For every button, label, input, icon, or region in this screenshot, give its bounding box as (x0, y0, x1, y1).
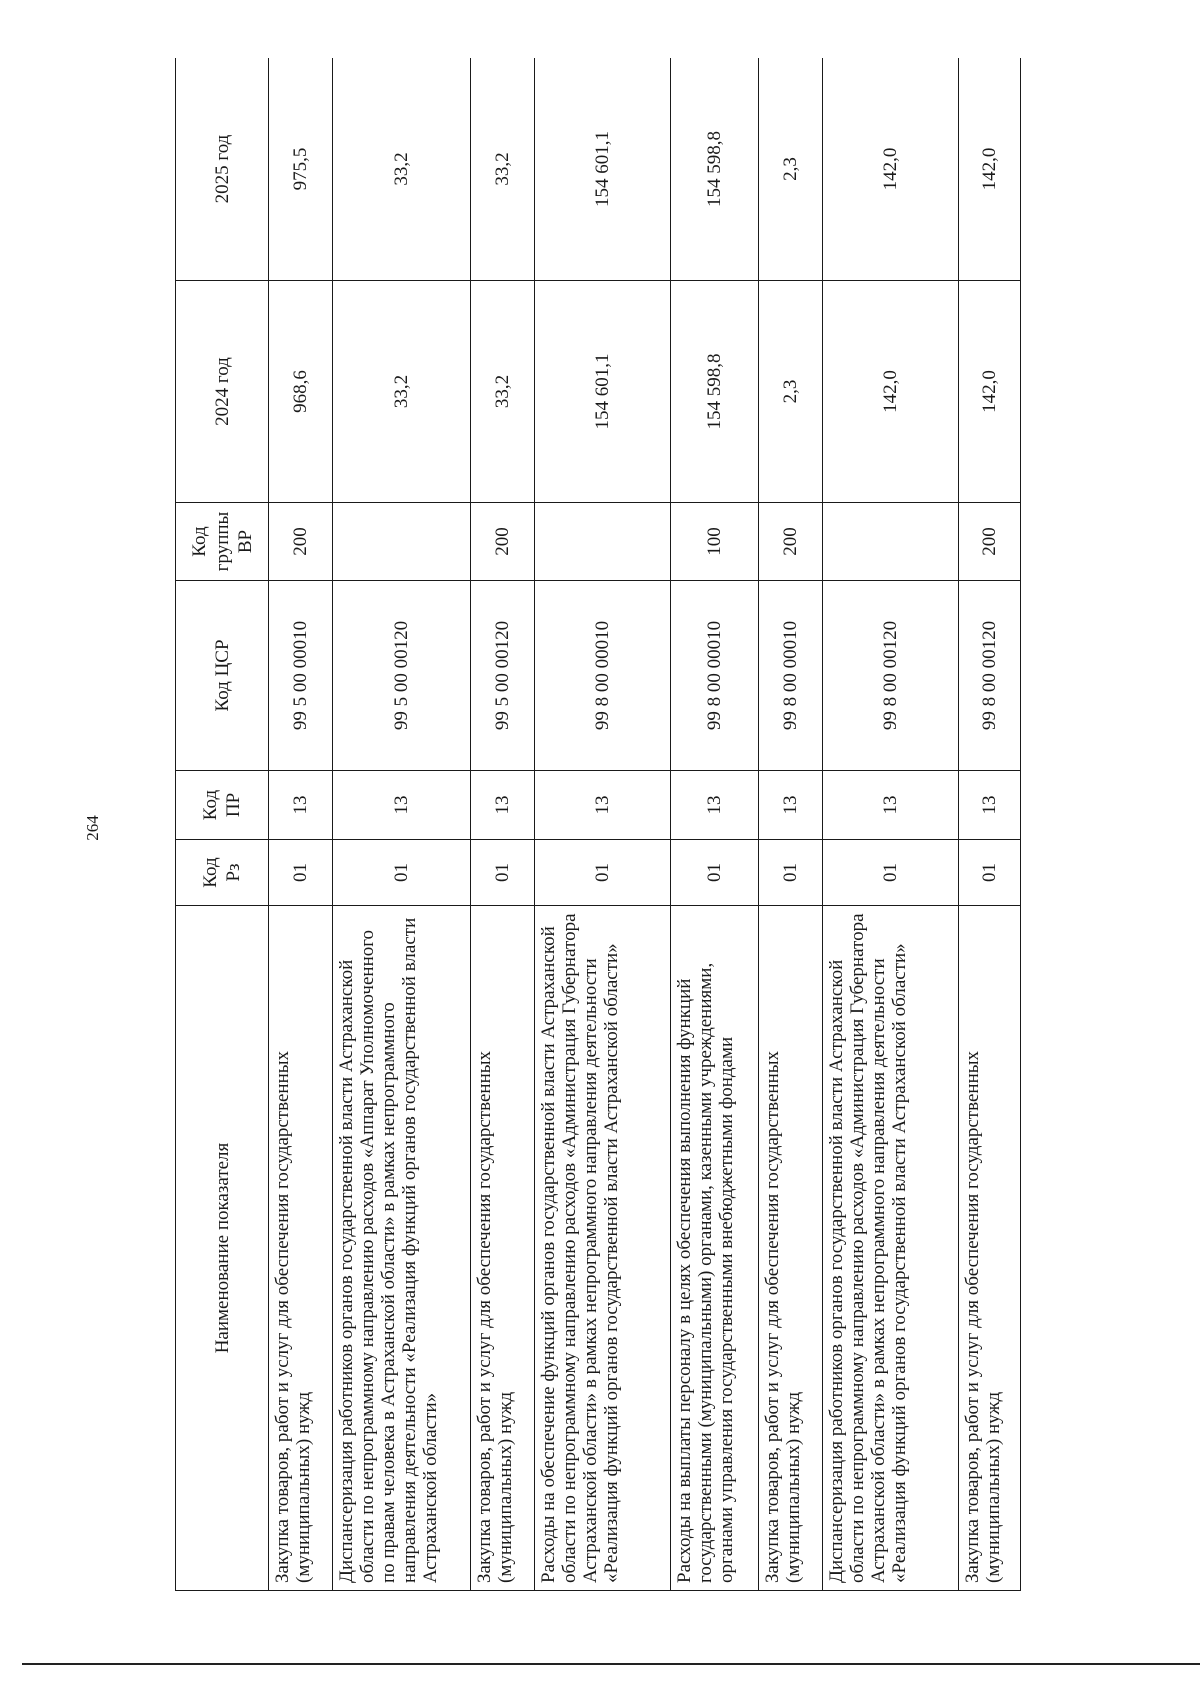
cell-name: Закупка товаров, работ и услуг для обеспечения государственных (муниципальных) нужд (269, 906, 333, 1591)
cell-rz: 01 (671, 840, 759, 906)
cell-rz: 01 (535, 840, 671, 906)
table-row (471, 58, 535, 1591)
header-name: Наименование показателя (176, 906, 269, 1591)
cell-2024: 33,2 (333, 281, 471, 503)
cell-2025: 33,2 (471, 58, 535, 281)
cell-pr: 13 (333, 771, 471, 840)
cell-2024: 154 598,8 (671, 281, 759, 503)
table-row (269, 58, 333, 1591)
cell-2025: 975,5 (269, 58, 333, 281)
cell-vr: 200 (759, 503, 823, 581)
cell-vr (333, 503, 471, 581)
table-row (759, 58, 823, 1591)
cell-name: Закупка товаров, работ и услуг для обеспечения государственных (муниципальных) нужд (759, 906, 823, 1591)
table-row (535, 58, 671, 1591)
cell-rz: 01 (823, 840, 959, 906)
cell-vr (535, 503, 671, 581)
cell-csr: 99 5 00 00010 (269, 581, 333, 771)
cell-rz: 01 (333, 840, 471, 906)
cell-name: Диспансеризация работников органов государственной власти Астраханской области по непрограммному направлению расходов «Аппарат Уполномоченного по правам человека в Астраханской области» в рамках непрограммного направления деятельности «Реализация функций органов государственной власти Астраханской области» (333, 906, 471, 1591)
cell-rz: 01 (759, 840, 823, 906)
cell-2024: 968,6 (269, 281, 333, 503)
cell-csr: 99 8 00 00120 (823, 581, 959, 771)
cell-vr: 200 (269, 503, 333, 581)
cell-2025: 33,2 (333, 58, 471, 281)
cell-2024: 142,0 (823, 281, 959, 503)
cell-2024: 154 601,1 (535, 281, 671, 503)
cell-pr: 13 (671, 771, 759, 840)
cell-name: Диспансеризация работников органов государственной власти Астраханской области по непрограммному направлению расходов «Администрация Губернатора Астраханской области» в рамках непрограммного направления деятельности «Реализация функций органов государственной власти Астраханской области» (823, 906, 959, 1591)
cell-csr: 99 8 00 00010 (535, 581, 671, 771)
cell-2025: 142,0 (959, 58, 1021, 281)
cell-name: Расходы на обеспечение функций органов государственной власти Астраханской области по непрограммному направлению расходов «Администрация Губернатора Астраханской области» в рамках непрограммного направления деятельности «Реализация функций органов государственной власти Астраханской области» (535, 906, 671, 1591)
table-row (959, 58, 1021, 1591)
cell-2024: 33,2 (471, 281, 535, 503)
cell-2025: 154 601,1 (535, 58, 671, 281)
table-container (175, 58, 1039, 1591)
cell-rz: 01 (959, 840, 1021, 906)
cell-2024: 142,0 (959, 281, 1021, 503)
cell-vr: 200 (471, 503, 535, 581)
cell-pr: 13 (471, 771, 535, 840)
cell-vr: 100 (671, 503, 759, 581)
rotated-table-frame (175, 58, 1039, 1591)
header-vr: Код группы ВР (176, 503, 269, 581)
cell-vr: 200 (959, 503, 1021, 581)
table-row (823, 58, 959, 1591)
cell-name: Закупка товаров, работ и услуг для обеспечения государственных (муниципальных) нужд (471, 906, 535, 1591)
cell-name: Закупка товаров, работ и услуг для обеспечения государственных (муниципальных) нужд (959, 906, 1021, 1591)
header-csr: Код ЦСР (176, 581, 269, 771)
header-pr: Код ПР (176, 771, 269, 840)
header-2024: 2024 год (176, 281, 269, 503)
cell-pr: 13 (823, 771, 959, 840)
table-row (333, 58, 471, 1591)
cell-2025: 154 598,8 (671, 58, 759, 281)
cell-csr: 99 8 00 00010 (671, 581, 759, 771)
cell-rz: 01 (471, 840, 535, 906)
cell-pr: 13 (535, 771, 671, 840)
cell-2025: 142,0 (823, 58, 959, 281)
cell-csr: 99 5 00 00120 (333, 581, 471, 771)
header-2025: 2025 год (176, 58, 269, 281)
cell-vr (823, 503, 959, 581)
page-number: 264 (83, 815, 102, 841)
cell-pr: 13 (269, 771, 333, 840)
cell-rz: 01 (269, 840, 333, 906)
cell-name: Расходы на выплаты персоналу в целях обеспечения выполнения функций государственными (муниципальными) органами, казенными учреждениями, органами управления государственными внебюджетными фондами (671, 906, 759, 1591)
footer-rule (22, 1663, 1200, 1665)
cell-csr: 99 5 00 00120 (471, 581, 535, 771)
cell-pr: 13 (759, 771, 823, 840)
table-row (671, 58, 759, 1591)
cell-2024: 2,3 (759, 281, 823, 503)
table-header-row (176, 58, 269, 1591)
cell-csr: 99 8 00 00120 (959, 581, 1021, 771)
cell-csr: 99 8 00 00010 (759, 581, 823, 771)
cell-pr: 13 (959, 771, 1021, 840)
budget-table (175, 58, 1021, 1591)
header-rz: Код Рз (176, 840, 269, 906)
cell-2025: 2,3 (759, 58, 823, 281)
